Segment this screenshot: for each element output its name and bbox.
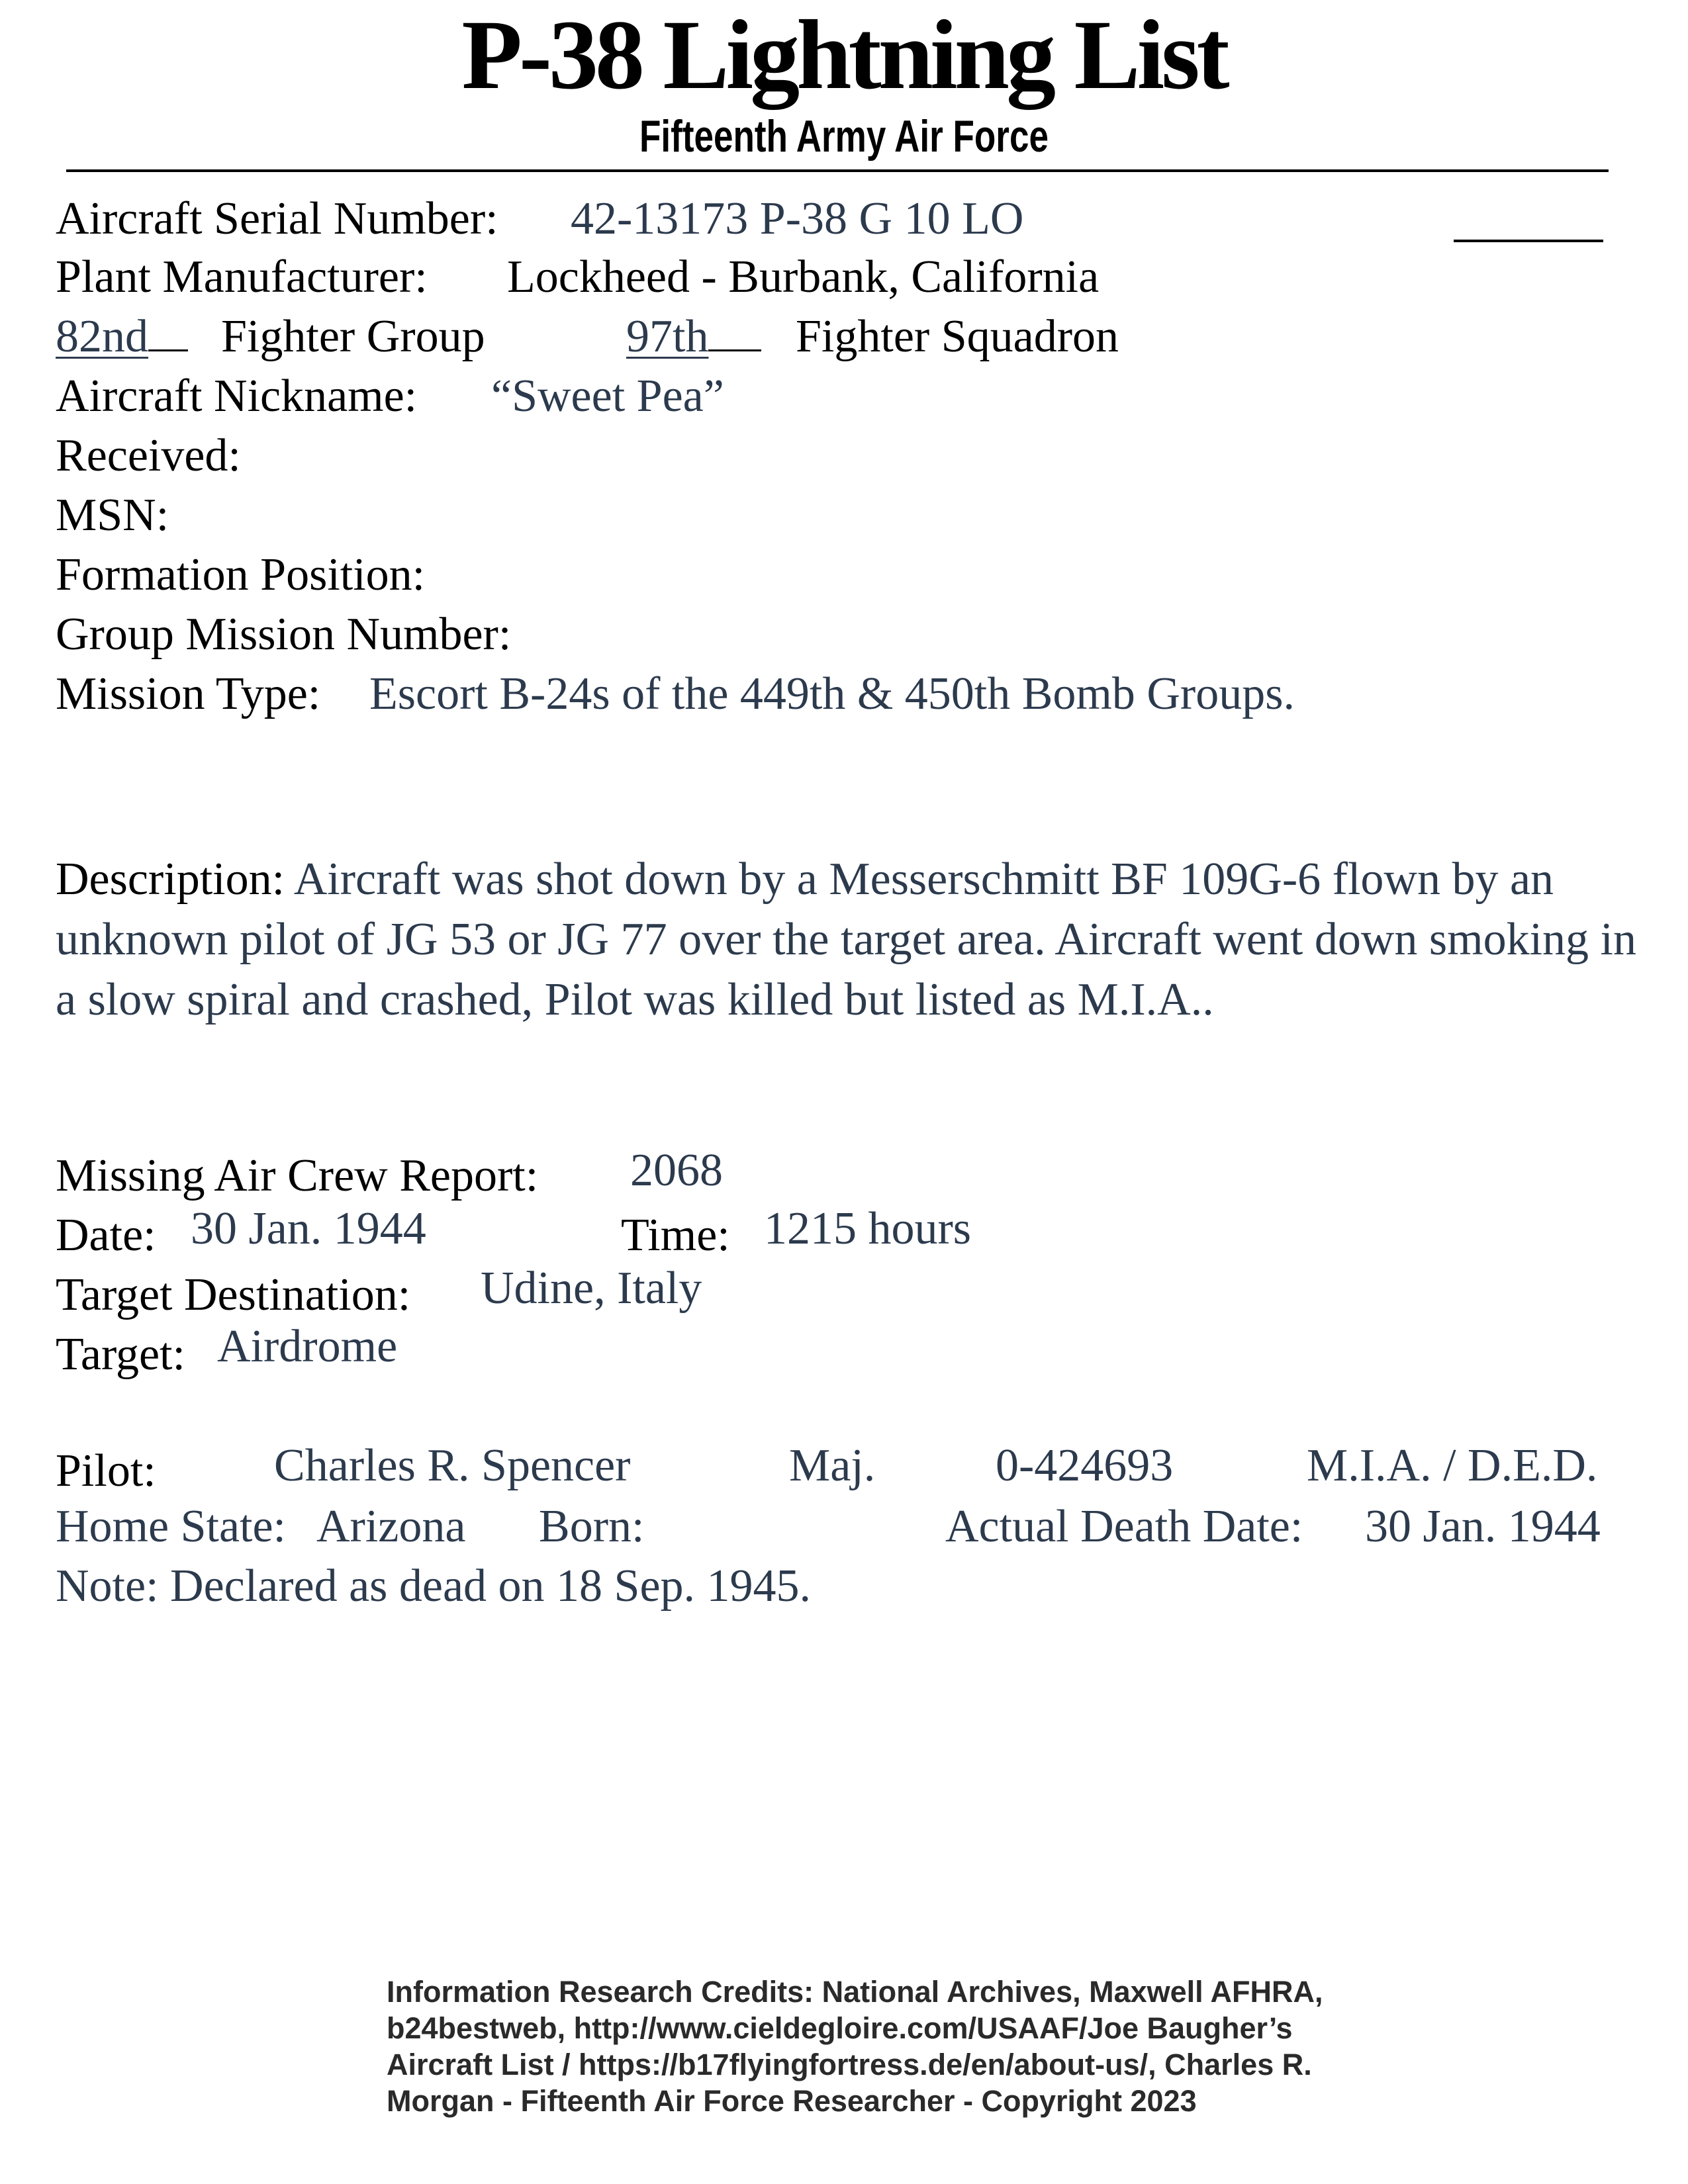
squadron-label: Fighter Squadron <box>796 311 1119 362</box>
actual-death-date-label: Actual Death Date: <box>945 1501 1303 1552</box>
group-mission-number-label: Group Mission Number: <box>56 609 512 660</box>
description-block <box>56 849 1658 1030</box>
page-title: P-38 Lightning List <box>461 0 1227 110</box>
group-blank <box>148 349 188 351</box>
description-label: Description: <box>56 854 285 905</box>
group-label: Fighter Group <box>221 311 485 362</box>
page-subtitle: Fifteenth Army Air Force <box>639 111 1049 161</box>
header-divider <box>66 169 1609 172</box>
manufacturer-value: Lockheed - Burbank, California <box>507 251 1100 302</box>
research-credits: Information Research Credits: National Archives, Maxwell AFHRA, b24bestweb, http://www.cieldegloire.com/USAAF/Joe Baugher’s Aircraft List / https://b17flyingfortress.de/en/about-us/, Charles R. Morgan - Fifteenth Air Force Researcher - Copyright 2023 <box>387 1975 1323 2118</box>
squadron-field <box>626 311 761 362</box>
pilot-serial: 0-424693 <box>996 1440 1174 1491</box>
macr-value: 2068 <box>630 1145 723 1196</box>
pilot-status: M.I.A. / D.E.D. <box>1307 1440 1598 1491</box>
nickname-value: “Sweet Pea” <box>491 371 724 422</box>
macr-label: Missing Air Crew Report: <box>56 1150 539 1201</box>
target-destination-label: Target Destination: <box>56 1269 411 1320</box>
pilot-note: Note: Declared as dead on 18 Sep. 1945. <box>56 1561 812 1612</box>
target-value: Airdrome <box>217 1321 398 1372</box>
manufacturer-label: Plant Manufacturer: <box>56 251 428 302</box>
serial-label: Aircraft Serial Number: <box>56 193 498 244</box>
born-label: Born: <box>539 1501 645 1552</box>
mission-type-value: Escort B-24s of the 449th & 450th Bomb Groups. <box>369 668 1295 719</box>
actual-death-date-value: 30 Jan. 1944 <box>1365 1501 1601 1552</box>
received-label: Received: <box>56 430 241 481</box>
target-label: Target: <box>56 1329 185 1380</box>
pilot-label: Pilot: <box>56 1445 156 1496</box>
target-destination-value: Udine, Italy <box>481 1263 702 1314</box>
mission-type-label: Mission Type: <box>56 668 321 719</box>
home-state-label: Home State: <box>56 1501 286 1552</box>
msn-label: MSN: <box>56 490 169 541</box>
group-value: 82nd <box>56 311 148 362</box>
serial-blank-line <box>1454 240 1603 242</box>
date-value: 30 Jan. 1944 <box>191 1203 426 1254</box>
date-label: Date: <box>56 1210 156 1261</box>
time-label: Time: <box>621 1210 730 1261</box>
pilot-name: Charles R. Spencer <box>274 1440 631 1491</box>
description-text: Aircraft was shot down by a Messerschmitt BF 109G-6 flown by an unknown pilot of JG 53 or JG 77 over the target area. Aircraft went down smoking in a slow spiral and crashed, Pilot was killed but listed as M.I.A.. <box>56 854 1636 1025</box>
pilot-rank: Maj. <box>789 1440 876 1491</box>
squadron-value: 97th <box>626 311 709 362</box>
serial-value: 42-13173 P-38 G 10 LO <box>571 193 1024 244</box>
nickname-label: Aircraft Nickname: <box>56 371 418 422</box>
group-field <box>56 311 188 362</box>
time-value: 1215 hours <box>764 1203 972 1254</box>
squadron-blank <box>708 349 761 351</box>
home-state-value: Arizona <box>316 1501 466 1552</box>
formation-position-label: Formation Position: <box>56 549 426 600</box>
